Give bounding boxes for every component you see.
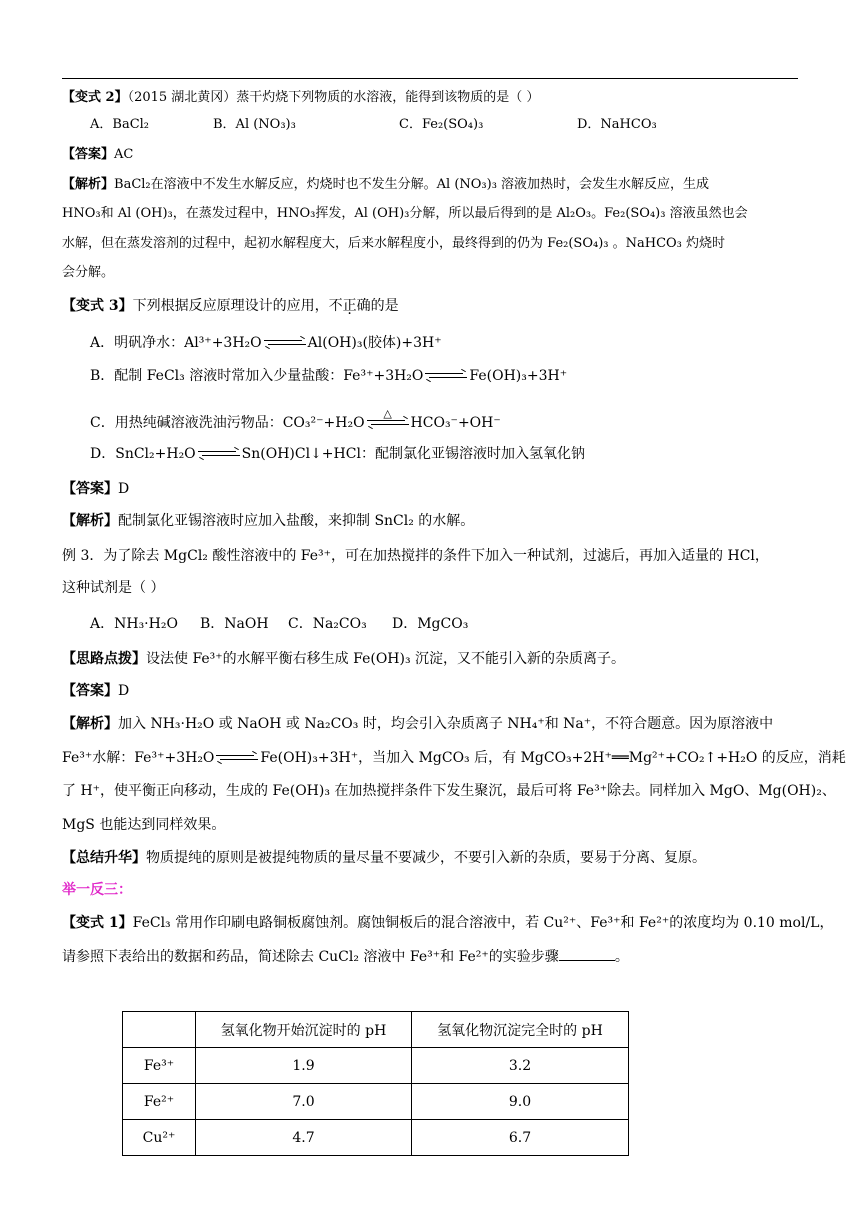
variant2-explanation-line-1: 【解析】BaCl₂在溶液中不发生水解反应，灼烧时也不发生分解。Al (NO₃)₃ 溶液加热时，会发生水解反应，生成 xyxy=(62,177,710,192)
equilibrium-arrow-icon xyxy=(264,338,306,348)
variant1-question-line-2: 请参照下表给出的数据和药品，简述除去 CuCl₂ 溶液中 Fe³⁺和 Fe²⁺的实验步骤 。 xyxy=(62,946,629,967)
variant2-explanation-line-2: HNO₃和 Al (OH)₃，在蒸发过程中，HNO₃挥发，Al (OH)₃分解，所以最后得到的是 Al₂O₃。Fe₂(SO₄)₃ 溶液虽然也会 xyxy=(62,206,748,221)
example3-options xyxy=(90,614,468,634)
example3-option-a: A．NH₃·H₂O xyxy=(90,616,178,632)
table-cell: 7.0 xyxy=(196,1084,412,1120)
variant2-explanation-line-3: 水解，但在蒸发溶剂的过程中，起初水解程度大，后来水解程度小，最终得到的仍为 Fe₂(SO₄)₃ 。NaHCO₃ 灼烧时 xyxy=(62,236,726,251)
example3-hint: 【思路点拨】设法使 Fe³⁺的水解平衡右移生成 Fe(OH)₃ 沉淀，又不能引入新的杂质离子。 xyxy=(62,651,626,667)
example3-summary: 【总结升华】物质提纯的原则是被提纯物质的量尽量不要减少，不要引入新的杂质，要易于分离、复原。 xyxy=(62,850,706,866)
table-cell: Cu²⁺ xyxy=(123,1120,196,1156)
variant3-option-a: A．明矾净水：Al³⁺+3H₂O Al(OH)₃(胶体)+3H⁺ xyxy=(90,335,442,351)
equilibrium-arrow-heat-icon: △ xyxy=(367,418,409,428)
equilibrium-arrow-icon xyxy=(216,753,258,763)
variant3-explanation: 【解析】配制氯化亚锡溶液时应加入盐酸，来抑制 SnCl₂ 的水解。 xyxy=(62,513,475,529)
table-cell: Fe²⁺ xyxy=(123,1084,196,1120)
equilibrium-arrow-icon xyxy=(198,449,240,459)
ph-table xyxy=(122,1011,629,1156)
variant2-answer: 【答案】AC xyxy=(62,147,134,162)
table-cell: 4.7 xyxy=(196,1120,412,1156)
table-row xyxy=(123,1048,629,1084)
table-header-cell: 氢氧化物开始沉淀时的 pH xyxy=(196,1012,412,1048)
answer-blank[interactable] xyxy=(559,946,615,961)
variant3-option-d: D．SnCl₂+H₂O Sn(OH)Cl↓+HCl：配制氯化亚锡溶液时加入氢氧化钠 xyxy=(90,446,585,462)
table-header-row xyxy=(123,1012,629,1048)
example3-question-line-2: 这种试剂是（ ） xyxy=(62,580,165,596)
variant3-option-c: C．用热纯碱溶液洗油污物品：CO₃²⁻+H₂O △ HCO₃⁻+OH⁻ xyxy=(90,407,501,431)
example3-explanation-line-4: MgS 也能达到同样效果。 xyxy=(62,817,226,833)
variant2-explanation-line-4: 会分解。 xyxy=(62,265,115,280)
example3-explanation-line-3: 了 H⁺，使平衡正向移动，生成的 Fe(OH)₃ 在加热搅拌条件下发生聚沉，最后可将 Fe³⁺除去。同样加入 MgO、Mg(OH)₂、 xyxy=(62,783,836,799)
variant3-question: 【变式 3】下列根据反应原理设计的应用，不正确的是 xyxy=(62,298,399,314)
example3-answer: 【答案】D xyxy=(62,683,130,699)
table-cell: Fe³⁺ xyxy=(123,1048,196,1084)
table-header-cell xyxy=(123,1012,196,1048)
example3-question-line-1: 例 3．为了除去 MgCl₂ 酸性溶液中的 Fe³⁺，可在加热搅拌的条件下加入一种试剂，过滤后，再加入适量的 HCl， xyxy=(62,548,769,564)
table-header-cell: 氢氧化物沉淀完全时的 pH xyxy=(412,1012,629,1048)
variant2-tag: 【变式 2】 xyxy=(62,90,128,105)
example3-option-b: B．NaOH xyxy=(200,616,269,632)
variant2-source: （2015 湖北黄冈） xyxy=(127,90,237,105)
table-row xyxy=(123,1084,629,1120)
example3-explanation-line-1: 【解析】加入 NH₃·H₂O 或 NaOH 或 Na₂CO₃ 时，均会引入杂质离子 NH₄⁺和 Na⁺，不符合题意。因为原溶液中 xyxy=(62,716,774,732)
example3-option-c: C．Na₂CO₃ xyxy=(288,616,367,632)
table-row xyxy=(123,1120,629,1156)
table-cell: 6.7 xyxy=(412,1120,629,1156)
header-rule xyxy=(62,78,798,79)
variant1-question-line-1: 【变式 1】FeCl₃ 常用作印刷电路铜板腐蚀剂。腐蚀铜板后的混合溶液中，若 Cu²⁺、Fe³⁺和 Fe²⁺的浓度均为 0.10 mol/L， xyxy=(62,915,834,931)
variant2-option-b: B．Al (NO₃)₃ xyxy=(213,117,296,132)
variant3-answer: 【答案】D xyxy=(62,481,130,497)
variant2-option-a: A．BaCl₂ xyxy=(90,117,150,132)
variant3-option-b: B．配制 FeCl₃ 溶液时常加入少量盐酸：Fe³⁺+3H₂O Fe(OH)₃+3H⁺ xyxy=(90,368,568,384)
table-cell: 1.9 xyxy=(196,1048,412,1084)
variant2-option-c: C．Fe₂(SO₄)₃ xyxy=(399,117,484,132)
example3-explanation-line-2: Fe³⁺水解：Fe³⁺+3H₂O Fe(OH)₃+3H⁺，当加入 MgCO₃ 后，有 MgCO₃+2H⁺══Mg²⁺+CO₂↑+H₂O 的反应，消耗 xyxy=(62,750,846,766)
variant2-question xyxy=(62,88,539,108)
variant2-text: 蒸干灼烧下列物质的水溶液，能得到该物质的是（ ） xyxy=(236,90,540,105)
variant2-option-d: D．NaHCO₃ xyxy=(577,117,657,132)
table-cell: 3.2 xyxy=(412,1048,629,1084)
table-cell: 9.0 xyxy=(412,1084,629,1120)
variant2-options xyxy=(90,115,657,135)
equilibrium-arrow-icon xyxy=(425,371,467,381)
example3-option-d: D．MgCO₃ xyxy=(392,616,469,632)
section-heading: 举一反三： xyxy=(62,882,132,898)
emphasis-not-correct: 不正确 xyxy=(328,298,371,314)
